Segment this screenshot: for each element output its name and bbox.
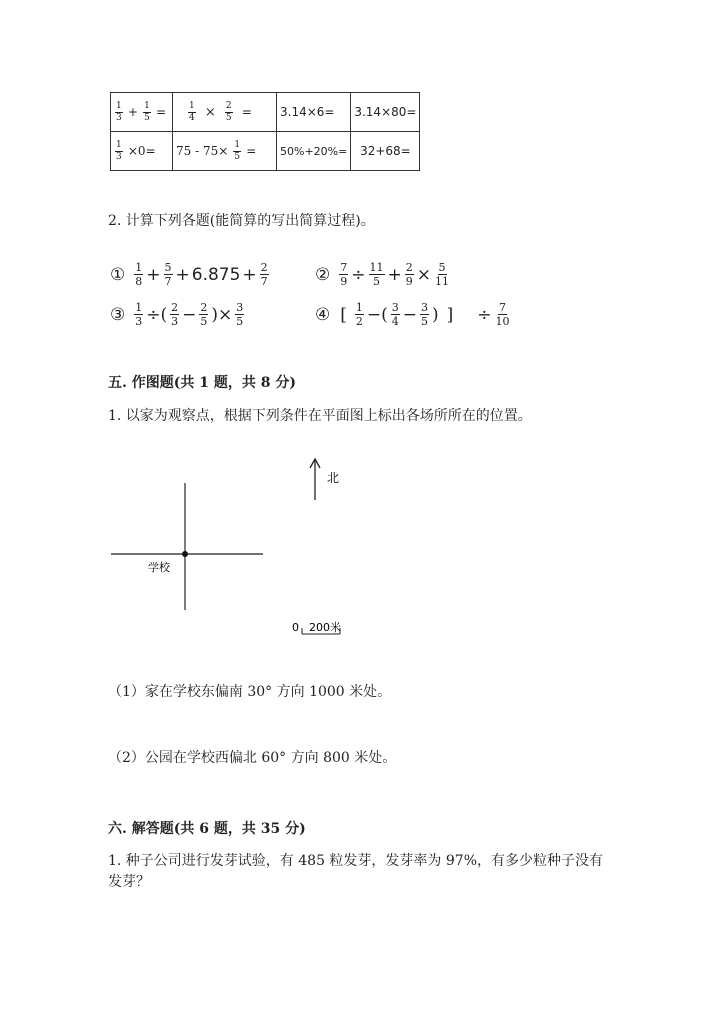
- table-cell: $\frac{1}{4}$ × $\frac{2}{5}$ =: [173, 93, 277, 132]
- section-5-heading: 五. 作图题(共 1 题，共 8 分): [108, 375, 296, 391]
- table-cell: 3.14×80=: [351, 93, 420, 132]
- fraction: $\frac{1}{3}$: [116, 139, 122, 162]
- school-point: [182, 551, 188, 557]
- scale-label: 200米: [309, 621, 341, 634]
- map-diagram: [100, 450, 370, 640]
- scale-zero: 0: [292, 621, 299, 634]
- fraction: $\frac{2}{5}$: [225, 100, 232, 123]
- expression-2: ② $\frac{7}{9}$ ÷ $\frac{11}{5}$ + $\frac{2}{9}$ × $\frac{5}{11}$: [315, 261, 449, 288]
- section-6-heading: 六. 解答题(共 6 题，共 35 分): [108, 821, 306, 837]
- section-5-question-1: 1. 以家为观察点，根据下列条件在平面图上标出各场所所在的位置。: [108, 408, 532, 424]
- table-cell: 3.14×6=: [277, 93, 351, 132]
- section-6-question-1-line-1: 1. 种子公司进行发芽试验，有 485 粒发芽，发芽率为 97%，有多少粒种子没有: [108, 853, 603, 869]
- section-5-sub-2: （2）公园在学校西偏北 60° 方向 800 米处。: [108, 750, 397, 766]
- north-label: 北: [327, 471, 340, 485]
- fraction: $\frac{1}{4}$: [189, 100, 195, 123]
- expression-1: ① $\frac{1}{8}$ + $\frac{5}{7}$ + 6.875 + $\frac{2}{7}$: [110, 261, 268, 288]
- table-row: [111, 132, 420, 171]
- school-label: 学校: [148, 561, 170, 574]
- table-row: [111, 93, 420, 132]
- section-6-question-1-line-2: 发芽？: [108, 874, 150, 890]
- table-cell: $\frac{1}{3}$ ×0=: [111, 132, 173, 171]
- section-5-sub-1: （1）家在学校东偏南 30° 方向 1000 米处。: [108, 684, 392, 700]
- expression-3: ③ $\frac{1}{3}$ ÷( $\frac{2}{3}$ − $\frac{2}{5}$ )× $\frac{3}{5}$: [110, 301, 244, 328]
- expression-4: ④ [ $\frac{1}{2}$ −( $\frac{3}{4}$ − $\frac{3}{5}$ )] ÷ $\frac{7}{10}$: [315, 301, 510, 328]
- fraction: $\frac{1}{5}$: [144, 100, 150, 123]
- q2-title: 2. 计算下列各题(能简算的写出简算过程)。: [108, 213, 375, 229]
- fraction: $\frac{1}{3}$: [116, 100, 122, 123]
- table-cell: 32+68=: [351, 132, 420, 171]
- table-cell: $\frac{1}{3}$ + $\frac{1}{5}$ =: [111, 93, 173, 132]
- table-cell: 75 - 75× $\frac{1}{5}$ =: [173, 132, 277, 171]
- table-cell: 50%+20%=: [277, 132, 351, 171]
- fraction: $\frac{1}{5}$: [234, 139, 241, 162]
- calc-table: [110, 92, 420, 171]
